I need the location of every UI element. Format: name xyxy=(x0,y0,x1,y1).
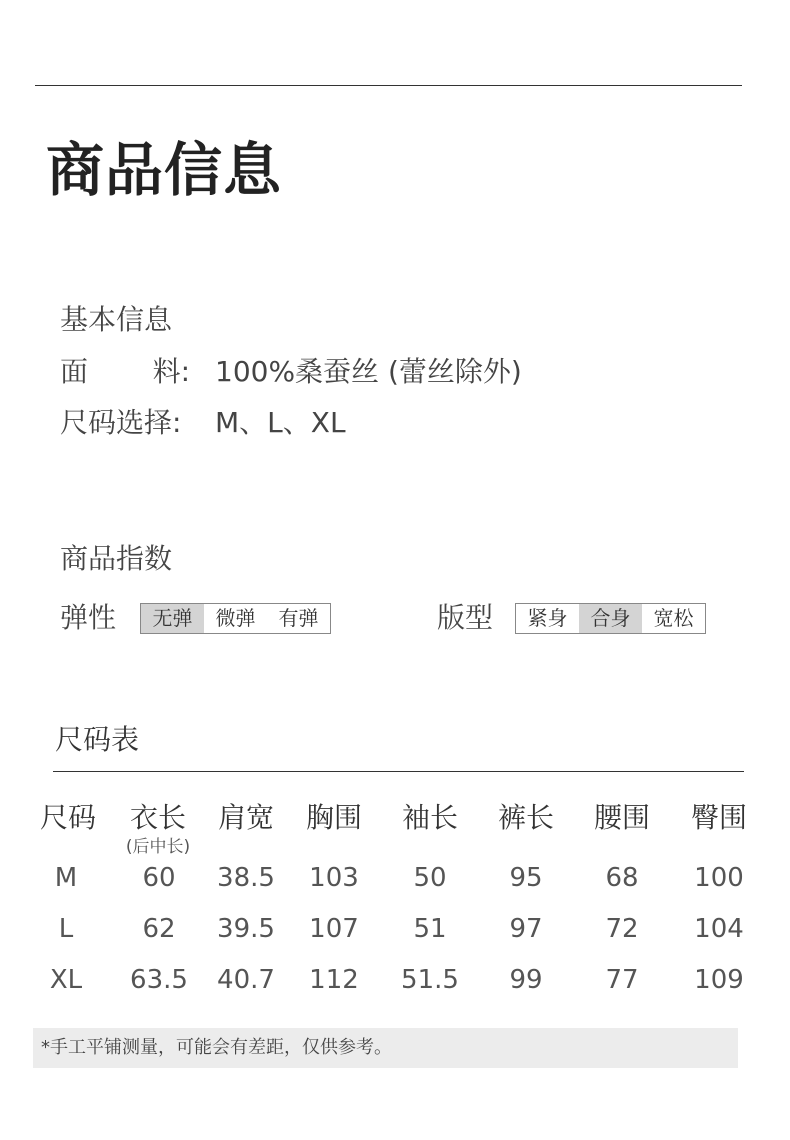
table-cell: 63.5 xyxy=(130,965,188,995)
table-cell: 50 xyxy=(413,863,447,893)
fabric-label-part-2: 料: xyxy=(152,355,190,388)
table-cell: 39.5 xyxy=(217,914,275,944)
elasticity-option-slight: 微弹 xyxy=(204,604,267,633)
fit-option-tight: 紧身 xyxy=(516,604,579,633)
table-cell: 51 xyxy=(413,914,447,944)
column-header-chest: 胸围 xyxy=(305,801,362,834)
size-chart-heading: 尺码表 xyxy=(55,723,140,756)
column-header-size: 尺码 xyxy=(39,801,96,834)
table-cell: 72 xyxy=(605,914,639,944)
top-divider xyxy=(35,85,742,86)
column-header-pants-length: 裤长 xyxy=(497,801,554,834)
fabric-value: 100%桑蚕丝 (蕾丝除外) xyxy=(215,355,522,388)
size-select-label: 尺码选择: xyxy=(60,406,182,439)
table-cell: 109 xyxy=(694,965,744,995)
column-header-hip: 臀围 xyxy=(690,801,747,834)
column-header-shoulder: 肩宽 xyxy=(217,801,274,834)
table-cell: L xyxy=(58,914,74,944)
fit-scale xyxy=(515,603,706,634)
column-header-sleeve: 袖长 xyxy=(401,801,458,834)
fabric-label xyxy=(60,354,190,390)
table-cell: 99 xyxy=(509,965,543,995)
table-cell: 51.5 xyxy=(401,965,459,995)
table-cell: 62 xyxy=(142,914,176,944)
fit-label: 版型 xyxy=(437,601,494,634)
size-select-row xyxy=(60,405,346,441)
table-cell: 38.5 xyxy=(217,863,275,893)
fit-option-loose: 宽松 xyxy=(642,604,705,633)
elasticity-option-none: 无弹 xyxy=(141,604,204,633)
product-index-heading: 商品指数 xyxy=(60,542,173,575)
table-cell: 112 xyxy=(309,965,359,995)
table-cell: 107 xyxy=(309,914,359,944)
fit-option-regular: 合身 xyxy=(579,604,642,633)
table-cell: 68 xyxy=(605,863,639,893)
table-cell: 60 xyxy=(142,863,176,893)
table-cell: XL xyxy=(49,965,83,995)
size-select-value: M、L、XL xyxy=(215,406,346,439)
elasticity-index xyxy=(60,598,331,638)
size-chart-divider xyxy=(53,771,744,772)
fabric-row xyxy=(60,354,522,390)
table-cell: 77 xyxy=(605,965,639,995)
page-title: 商品信息 xyxy=(46,136,283,204)
table-cell: 103 xyxy=(309,863,359,893)
table-cell: 97 xyxy=(509,914,543,944)
fabric-label-part-1: 面 xyxy=(60,355,89,388)
table-cell: 40.7 xyxy=(217,965,275,995)
table-cell: 104 xyxy=(694,914,744,944)
table-cell: M xyxy=(54,863,78,893)
fit-index xyxy=(437,598,706,638)
column-header-waist: 腰围 xyxy=(593,801,650,834)
table-cell: 100 xyxy=(694,863,744,893)
measurement-footnote: *手工平铺测量，可能会有差距，仅供参考。 xyxy=(33,1028,738,1068)
basic-info-heading: 基本信息 xyxy=(60,303,173,336)
table-cell: 95 xyxy=(509,863,543,893)
elasticity-label: 弹性 xyxy=(60,601,117,634)
column-header-length-note: (后中长) xyxy=(125,837,191,857)
elasticity-scale xyxy=(140,603,331,634)
column-header-length: 衣长 xyxy=(129,801,186,834)
elasticity-option-stretch: 有弹 xyxy=(267,604,330,633)
